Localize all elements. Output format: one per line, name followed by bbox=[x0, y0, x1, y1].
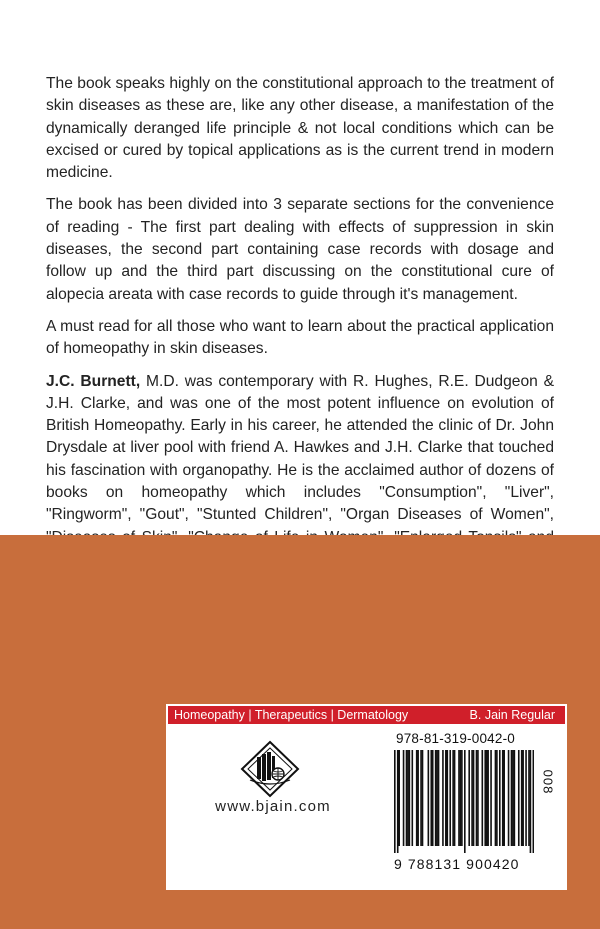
barcode-bar bbox=[458, 750, 460, 846]
barcode-bar bbox=[412, 750, 414, 846]
barcode-bar bbox=[422, 750, 424, 846]
barcode-bar bbox=[512, 750, 514, 846]
barcode-bar bbox=[436, 750, 438, 846]
barcode-bar bbox=[487, 750, 489, 846]
barcode-bar bbox=[442, 750, 444, 846]
barcode-bar bbox=[473, 750, 475, 846]
barcode-bar bbox=[397, 750, 399, 853]
barcode-bar bbox=[435, 750, 437, 846]
isbn-barcode bbox=[394, 750, 534, 853]
barcode-bar bbox=[508, 750, 510, 846]
isbn-number: 978-81-319-0042-0 bbox=[396, 731, 515, 746]
barcode-bar bbox=[525, 750, 527, 846]
description-paragraph-3: A must read for all those who want to learn about the practical application of homeopathy in skin diseases. bbox=[46, 317, 554, 358]
barcode-bar bbox=[460, 750, 462, 846]
barcode-bar bbox=[406, 750, 408, 846]
barcode-bar bbox=[432, 750, 434, 846]
barcode-bar bbox=[471, 750, 473, 846]
barcode-bar bbox=[394, 750, 396, 853]
author-name: J.C. Burnett, bbox=[46, 372, 141, 390]
category-bar bbox=[168, 706, 565, 724]
barcode-bar bbox=[477, 750, 479, 846]
barcode-bar bbox=[461, 750, 463, 846]
barcode-bar bbox=[502, 750, 504, 846]
barcode-bar bbox=[518, 750, 520, 846]
barcode-bar bbox=[452, 750, 454, 846]
barcode-bar bbox=[496, 750, 498, 846]
author-bio-text: M.D. was contemporary with R. Hughes, R.E. Dudgeon & J.H. Clarke, and was one of the most potent influence on evolution of British Homeopathy. Early in his career, he attended the clinic of Dr. John Drysdale at liver pool with friend A. Hawkes and J.H. Clarke that touched his fascination with organopathy. He is the acclaimed author of dozens of books on homeopathy which includes "Consumption", "Liver", "Ringworm", "Gout", "Stunted Children", "Organ Diseases of Women", bbox=[46, 372, 555, 524]
barcode-bar bbox=[416, 750, 418, 846]
barcode-bar bbox=[522, 750, 524, 846]
barcode-bar bbox=[417, 750, 419, 846]
barcode-bar bbox=[533, 750, 534, 853]
price-code bbox=[540, 752, 556, 812]
barcode-bar bbox=[464, 750, 466, 853]
barcode-bar bbox=[514, 750, 516, 846]
barcode-bar bbox=[482, 750, 484, 846]
barcode-bar bbox=[468, 750, 470, 846]
barcode-bar bbox=[449, 750, 451, 846]
description-paragraph-2: The book has been divided into 3 separate sections for the convenience of reading - The first part dealing with effects of suppression in skin diseases, the second part containing case records with dosage and follow up and the third part discussing on the constitutional cure of alopecia areata with case records to guide through it's management. bbox=[46, 196, 554, 303]
barcode-bar bbox=[447, 750, 449, 846]
barcode-bar bbox=[528, 750, 530, 846]
barcode-bar bbox=[490, 750, 492, 846]
blurb-text bbox=[46, 73, 554, 581]
barcode-bar bbox=[495, 750, 497, 846]
barcode-bar bbox=[521, 750, 523, 846]
barcode-bar bbox=[454, 750, 456, 846]
barcode-bar bbox=[503, 750, 505, 846]
barcode-bar bbox=[511, 750, 513, 846]
description-paragraph-1: The book speaks highly on the constitutional approach to the treatment of skin diseases as these are, like any other disease, a manifestation of the dynamically deranged life principle & not local conditions which can be excised or cured by topical applications as is the current trend in modern medicine. bbox=[46, 75, 554, 182]
publisher-website: www.bjain.com bbox=[215, 798, 331, 815]
barcode-bar bbox=[499, 750, 501, 846]
barcode-digits: 9 788131 900420 bbox=[394, 856, 520, 872]
barcode-bar bbox=[403, 750, 405, 846]
barcode-bar bbox=[438, 750, 440, 846]
barcode-bar bbox=[428, 750, 430, 846]
barcode-bar bbox=[484, 750, 486, 846]
bjain-publisher-logo-icon bbox=[240, 740, 300, 798]
barcode-bar bbox=[430, 750, 432, 846]
price-code-text: 008 bbox=[540, 769, 556, 795]
barcode-bar bbox=[407, 750, 409, 846]
barcode-bar bbox=[409, 750, 411, 846]
barcode-bar bbox=[420, 750, 422, 846]
barcode-bar bbox=[486, 750, 488, 846]
subject-categories: Homeopathy | Therapeutics | Dermatology bbox=[174, 708, 409, 722]
barcode-bar bbox=[398, 750, 400, 846]
barcode-bar bbox=[476, 750, 478, 846]
barcode-bar bbox=[445, 750, 447, 846]
barcode-bar bbox=[530, 750, 532, 853]
imprint-name: B. Jain Regular bbox=[469, 708, 555, 722]
